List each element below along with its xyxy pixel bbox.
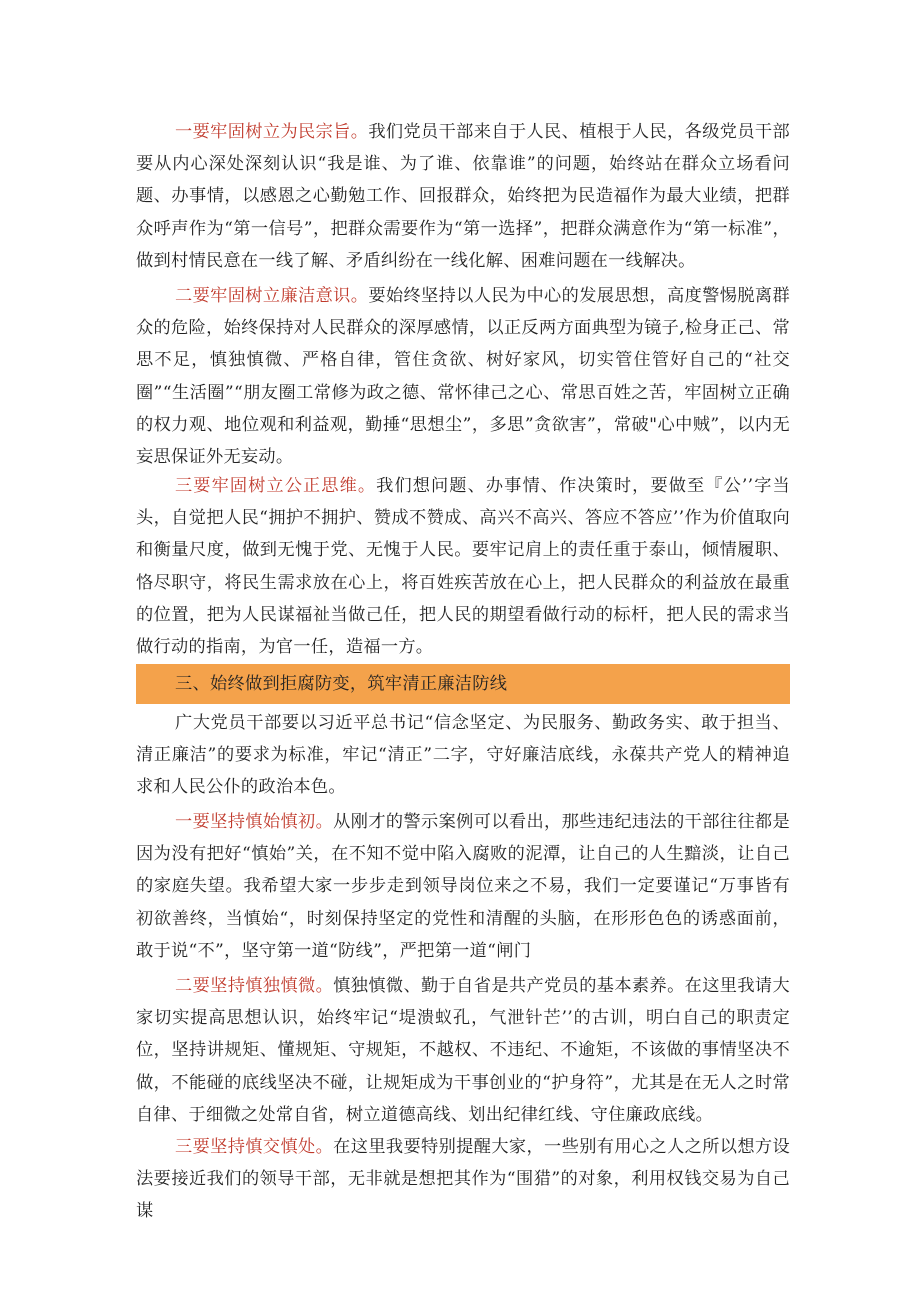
paragraph-body: 从刚才的警示案例可以看出，那些违纪违法的干部往往都是因为没有把好“慎始”关，在不知不觉中陷入腐败的泥潭，让自己的人生黯淡，让自己的家庭失望。我希望大家一步步走到领导岗位来之不易，我们一定要谨记“万事皆有初欲善终，当慎始“，时刻保持坚定的党性和清醒的头脑，在形形色色的诱惑面前，敢于说“不”，坚守第一道“防线”，严把第一道“闸门: [136, 812, 790, 961]
section-heading: 三、始终做到拒腐防变，筑牢清正廉洁防线: [175, 674, 508, 694]
paragraph-careful-beginning: [136, 806, 790, 967]
paragraph-body: 慎独慎微、勤于自省是共产党员的基本素养。在这里我请大家切实提高思想认识，始终牢记“堤溃蚁孔，气泄针芒’’的古训，明白自己的职责定位，坚持讲规矩、懂规矩、守规矩，不越权、不违纪、不逾矩，不该做的事情坚决不做，不能碰的底线坚决不碰，让规矩成为干事创业的“护身符”，尤其是在无人之时常自律、于细微之处常自省，树立道德高线、划出纪律红线、守住廉政底线。: [136, 976, 790, 1125]
paragraph-lead: 三要坚持慎交慎处。: [175, 1137, 334, 1157]
paragraph-lead: 二要坚持慎独慎微。: [175, 976, 334, 996]
paragraph-lead: 三要牢固树立公正思维。: [175, 476, 377, 496]
paragraph-fair-thinking: [136, 470, 790, 663]
paragraph-lead: 一要牢固树立为民宗旨。: [175, 122, 369, 142]
paragraph-careful-alone: [136, 970, 790, 1131]
paragraph-body: 要始终坚持以人民为中心的发展思想，高度警惕脱离群众的危险，始终保持对人民群众的深厚感情，以正反两方面典型为镜子,检身正己、常思不足，慎独慎微、严格自律，管住贪欲、树好家风，切实管住管好自己的“社交圈”“生活圈”“朋友圈工常修为政之德、常怀律己之心、常思百姓之苦，牢固树立正确的权力观、地位观和利益观，勤捶“思想尘”，多思”贪欲害”，常破"心中贼”，以内无妄思保证外无妄动。: [136, 286, 790, 468]
paragraph-lead: 一要坚持慎始慎初。: [175, 812, 334, 832]
paragraph-careful-association: [136, 1131, 790, 1228]
paragraph-integrity-awareness: [136, 280, 790, 473]
paragraph-body: 广大党员干部要以习近平总书记“信念坚定、为民服务、勤政务实、敢于担当、清正廉洁”的要求为标准，牢记“清正”二字，守好廉洁底线，永葆共产党人的精神追求和人民公仆的政治本色。: [136, 713, 790, 798]
paragraph-body: 我们党员干部来自于人民、植根于人民，各级党员干部要从内心深处深刻认识“我是谁、为了谁、依靠谁”的问题，始终站在群众立场看问题、办事情，以感恩之心勤勉工作、回报群众，始终把为民造福作为最大业绩，把群众呼声作为“第一信号”，把群众需要作为“第一选择”，把群众满意作为“第一标准”，做到村情民意在一线了解、矛盾纠纷在一线化解、困难问题在一线解决。: [136, 122, 790, 271]
paragraph-lead: 二要牢固树立廉洁意识。: [175, 286, 369, 306]
paragraph-body: 在这里我要特别提醒大家，一些别有用心之人之所以想方设法要接近我们的领导干部，无非就是想把其作为“围猎”的对象，利用权钱交易为自己谋: [136, 1137, 790, 1222]
paragraph-body: 我们想问题、办事情、作决策时，要做至『公’’字当头，自觉把人民“拥护不拥护、赞成不赞成、高兴不高兴、答应不答应’’作为价值取向和衡量尺度，做到无愧于党、无愧于人民。要牢记肩上的责任重于泰山，倾情履职、恪尽职守，将民生需求放在心上，将百姓疾苦放在心上，把人民群众的利益放在最重的位置，把为人民谋福祉当做己任，把人民的期望看做行动的标杆，把人民的需求当做行动的指南，为官一任，造福一方。: [136, 476, 790, 658]
paragraph-service-purpose: [136, 116, 790, 277]
paragraph-intro-standard: [136, 707, 790, 804]
